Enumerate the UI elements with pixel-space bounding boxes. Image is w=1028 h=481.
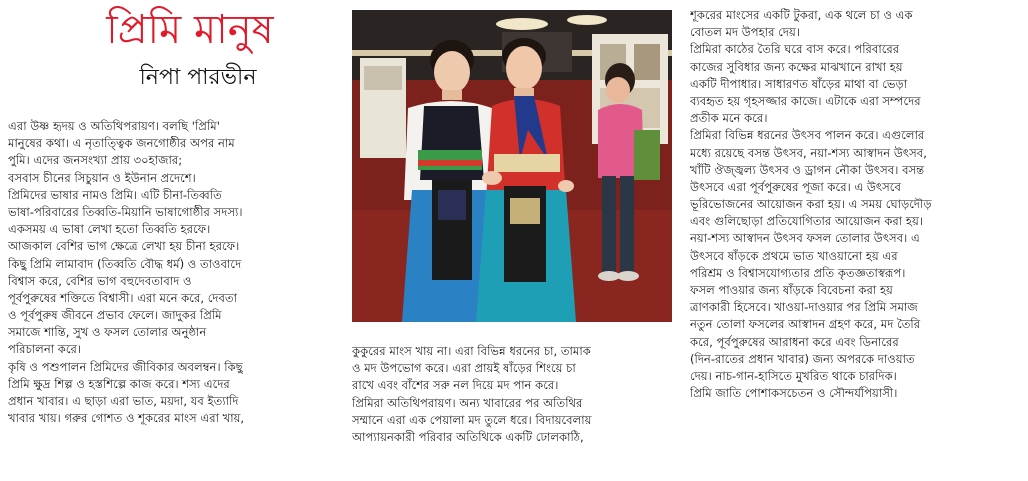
text-line: প্রিমিরা অতিথিপরায়ণ। অন্য খাবারের পর অতিথির	[352, 395, 583, 410]
text-line: ও মদ উপভোগ করে। এরা প্রায়ই ষাঁড়ের শিংয়ে চা	[352, 361, 576, 376]
text-line: করে, পূর্বপুরুষের আরাধনা করে এবং ডিনারের	[690, 334, 899, 349]
text-line: পূর্বপুরুষের শক্তিতে বিশ্বাসী। এরা মনে করে, দেবতা	[8, 290, 238, 305]
text-line: একসময় এ ভাষা লেখা হতো তিব্বতি হরফে।	[8, 222, 211, 237]
text-line: উৎসবে ষাঁড়কে প্রথমে ভাত খাওয়ানো হয় এর	[690, 248, 898, 263]
text-line: ত্রাণকারী হিসেবে। খাওয়া-দাওয়ার পর প্রিমি সমাজ	[690, 300, 918, 315]
text-line: শূকরের মাংসের একটি টুকরা, এক থলে চা ও এক	[690, 8, 913, 22]
article-title: প্রিমি মানুষ	[106, 7, 274, 53]
text-line: উৎসবে এরা পূর্বপুরুষের পূজা করে। এ উৎসবে	[690, 179, 901, 194]
text-line: কুকুরের মাংস খায় না। এরা বিভিন্ন ধরনের চা, তামাক	[352, 344, 591, 358]
author-byline: নিপা পারভীন	[139, 65, 257, 90]
text-line: ভাষা-পরিবারের তিব্বতি-মিয়ানি ভাষাগোষ্ঠীর সদস্য।	[8, 204, 243, 219]
text-line: বসবাস চীনের সিচুয়ান ও ইউনান প্রদেশে।	[8, 170, 196, 185]
text-line: ফসল পাওয়ার জন্য ষাঁড়কে বিবেচনা করা হয়	[690, 283, 893, 297]
text-line: রাখে এবং বাঁশের সরু নল দিয়ে মদ পান করে।	[352, 378, 559, 393]
text-line: কৃষি ও পশুপালন প্রিমিদের জীবিকার অবলম্বন। কিছু	[8, 359, 243, 374]
text-line: (দিন-রাতের প্রধান খাবার) জন্য অপরকে দাওয়াত	[690, 351, 915, 366]
text-line: ব্যবহৃত হয় গৃহসজ্জার কাজে। এটাকে এরা সম্পদের	[690, 93, 921, 108]
text-line: ভূরিভোজনের আয়োজন করা হয়। এ সময় ঘোড়দৌড়	[690, 197, 932, 212]
article-photo	[352, 10, 672, 322]
text-line: প্রিমিদের ভাষার নামও প্রিমি। এটি চীনা-তিব্বতি	[8, 187, 222, 202]
text-line: প্রিমি জাতি পোশাকসচেতন ও সৌন্দর্যপিয়াসী।	[690, 386, 898, 401]
body-column-2	[352, 343, 672, 446]
text-line: এরা উষ্ণ হৃদয় ও অতিথিপরায়ণ। বলছি 'প্রিমি'	[8, 119, 220, 133]
text-line: প্রিমি ক্ষুদ্র শিল্প ও হস্তশিল্পে কাজ করে। শস্য এদের	[8, 376, 230, 391]
text-line: দেয়। নাচ-গান-হাসিতে মুখরিত থাকে চারদিক।	[690, 368, 897, 383]
text-line: আজকাল বেশির ভাগ ক্ষেত্রে লেখা হয় চীনা হরফে।	[8, 239, 240, 254]
text-line: বিশ্বাস করে, বেশির ভাগ বহুদেবতাবাদ ও	[8, 273, 192, 288]
text-line: খাঁটি ঔজ্জ্বল্য উৎসব ও ড্রাগন নৌকা উৎসব। বসন্ত	[690, 162, 925, 177]
text-line: পরিশ্রম ও বিশ্বাসযোগ্যতার প্রতি কৃতজ্ঞতাস্বরূপ।	[690, 265, 906, 280]
body-column-1	[8, 118, 346, 427]
text-line: নয়া-শস্য আস্বাদন উৎসব ফসল তোলার উৎসব। এ	[690, 231, 920, 246]
text-line: পরিচালনা করে।	[8, 342, 82, 357]
text-line: কিছু প্রিমি লামাবাদ (তিব্বতি বৌদ্ধ ধর্ম) ও তাওবাদে	[8, 256, 242, 271]
text-line: প্রিমিরা কাঠের তৈরি ঘরে বাস করে। পরিবারের	[690, 42, 900, 57]
text-line: নতুন তোলা ফসলের আস্বাদন গ্রহণ করে, মদ তৈরি	[690, 317, 921, 332]
text-line: সম্মানে এরা এক পেয়ালা মদ তুলে ধরে। বিদায়বেলায়	[352, 412, 592, 427]
text-line: মানুষের কথা। এ নৃতাত্ত্বিক জনগোষ্ঠীর অপর নাম	[8, 136, 235, 151]
text-line: কাজের সুবিধার জন্য কক্ষের মাঝখানে রাখা হয়	[690, 59, 903, 74]
text-line: আপ্যায়নকারী পরিবার অতিথিকে একটি ঢোলকাঠি,	[352, 429, 584, 444]
text-line: মধ্যে রয়েছে বসন্ত উৎসব, নয়া-শস্য আস্বাদন উৎসব,	[690, 145, 927, 160]
text-line: পুমি। এদের জনসংখ্যা প্রায় ৩০হাজার;	[8, 153, 183, 168]
text-line: ও পূর্বপুরুষ জীবনে প্রভাব ফেলে। জাদুকর প্রিমি	[8, 308, 222, 323]
text-line: এবং গুলিছোড়া প্রতিযোগিতার আয়োজন করা হয়।	[690, 214, 923, 229]
text-line: একটি দীপাধার। সাধারণত ষাঁড়ের মাথা বা ভেড়া	[690, 76, 908, 91]
text-line: প্রধান খাবার। এ ছাড়া এরা ভাত, ময়দা, যব ইত্যাদি	[8, 394, 239, 408]
text-line: প্রতীক মনে করে।	[690, 111, 768, 126]
text-line: বোতল মদ উপহার দেয়।	[690, 25, 800, 40]
text-line: খাবার খায়। গরুর গোশত ও শূকরের মাংস এরা খায়,	[8, 411, 245, 426]
body-column-3	[690, 7, 1022, 402]
text-line: সমাজে শান্তি, সুখ ও ফসল তোলার অনুষ্ঠান	[8, 325, 207, 340]
text-line: প্রিমিরা বিভিন্ন ধরনের উৎসব পালন করে। এগুলোর	[690, 128, 925, 143]
